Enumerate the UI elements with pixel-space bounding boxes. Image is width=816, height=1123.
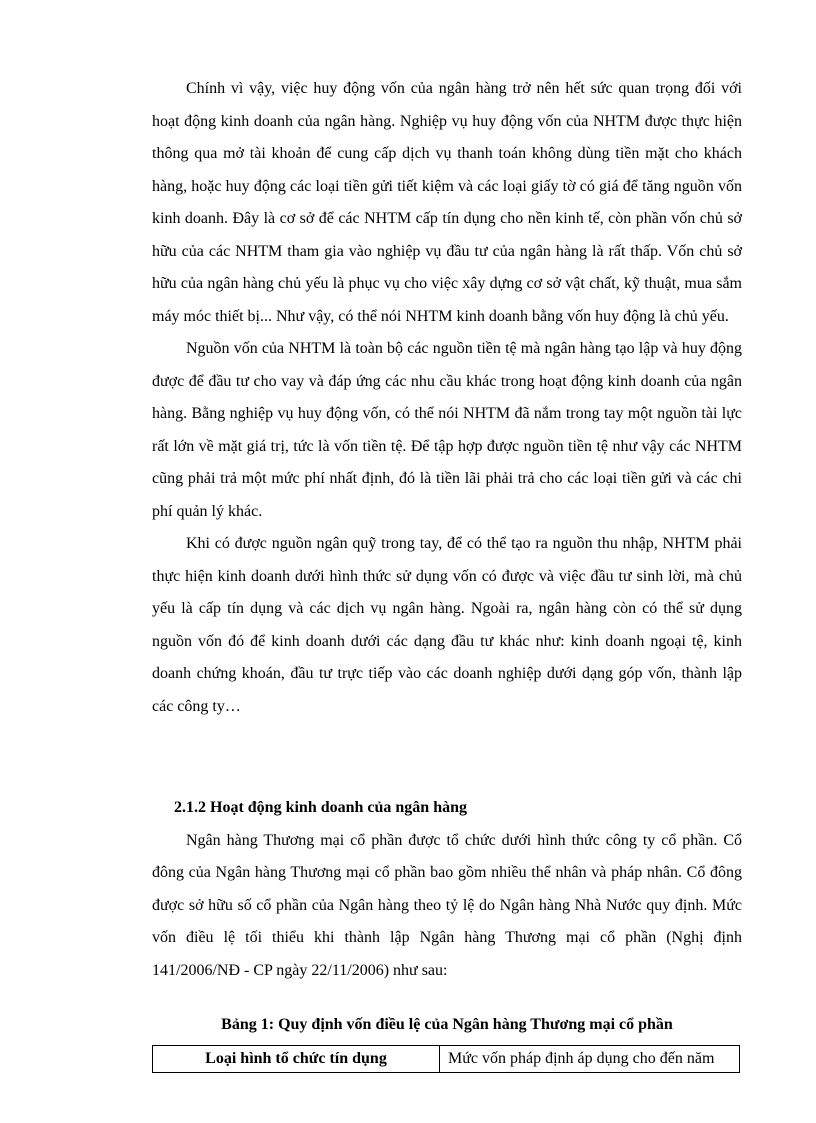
capital-regulation-table xyxy=(152,1045,740,1073)
table-header-capital-level: Mức vốn pháp định áp dụng cho đến năm xyxy=(440,1045,740,1072)
table-caption: Bảng 1: Quy định vốn điều lệ của Ngân hàng Thương mại cổ phần xyxy=(221,1016,673,1033)
body-paragraph-1: Chính vì vậy, việc huy động vốn của ngân hàng trở nên hết sức quan trọng đối với hoạt động kinh doanh của ngân hàng. Nghiệp vụ huy động vốn của NHTM được thực hiện thông qua mở tài khoản để cung cấp dịch vụ thanh toán không dùng tiền mặt cho khách hàng, hoặc huy động các loại tiền gửi tiết kiệm và các loại giấy tờ có giá để tăng nguồn vốn kinh doanh. Đây là cơ sở để các NHTM cấp tín dụng cho nền kinh tế, còn phần vốn chủ sở hữu của các NHTM tham gia vào nghiệp vụ đầu tư của ngân hàng là rất thấp. Vốn chủ sở hữu của ngân hàng chủ yếu là phục vụ cho việc xây dựng cơ sở vật chất, kỹ thuật, mua sắm máy móc thiết bị... Như vậy, có thể nói NHTM kinh doanh bằng vốn huy động là chủ yếu. xyxy=(152,80,742,325)
document-page xyxy=(152,73,742,1073)
body-paragraph-3: Khi có được nguồn ngân quỹ trong tay, để có thể tạo ra nguồn thu nhập, NHTM phải thực hiện kinh doanh dưới hình thức sử dụng vốn có được và việc đầu tư sinh lời, mà chủ yếu là cấp tín dụng và các dịch vụ ngân hàng. Ngoài ra, ngân hàng còn có thể sử dụng nguồn vốn đó để kinh doanh dưới các dạng đầu tư khác như: kinh doanh ngoại tệ, kinh doanh chứng khoán, đầu tư trực tiếp vào các doanh nghiệp dưới dạng góp vốn, thành lập các công ty… xyxy=(152,535,742,715)
table-header-row xyxy=(153,1045,740,1072)
section-paragraph: Ngân hàng Thương mại cổ phần được tổ chức dưới hình thức công ty cổ phần. Cổ đông của Ngân hàng Thương mại cổ phần bao gồm nhiều thể nhân và pháp nhân. Cổ đông được sở hữu số cổ phần của Ngân hàng theo tỷ lệ do Ngân hàng Nhà Nước quy định. Mức vốn điều lệ tối thiểu khi thành lập Ngân hàng Thương mại cổ phần (Nghị định 141/2006/NĐ - CP ngày 22/11/2006) như sau: xyxy=(152,831,742,979)
body-paragraph-2: Nguồn vốn của NHTM là toàn bộ các nguồn tiền tệ mà ngân hàng tạo lập và huy động được để đầu tư cho vay và đáp ứng các nhu cầu khác trong hoạt động kinh doanh của ngân hàng. Bằng nghiệp vụ huy động vốn, có thể nói NHTM đã nắm trong tay một nguồn tài lực rất lớn về mặt giá trị, tức là vốn tiền tệ. Để tập hợp được nguồn tiền tệ như vậy các NHTM cũng phải trả một mức phí nhất định, đó là tiền lãi phải trả cho các loại tiền gửi và các chi phí quản lý khác. xyxy=(152,340,742,520)
section-heading: 2.1.2 Hoạt động kinh doanh của ngân hàng xyxy=(174,799,467,816)
table-header-org-type: Loại hình tổ chức tín dụng xyxy=(153,1045,440,1072)
